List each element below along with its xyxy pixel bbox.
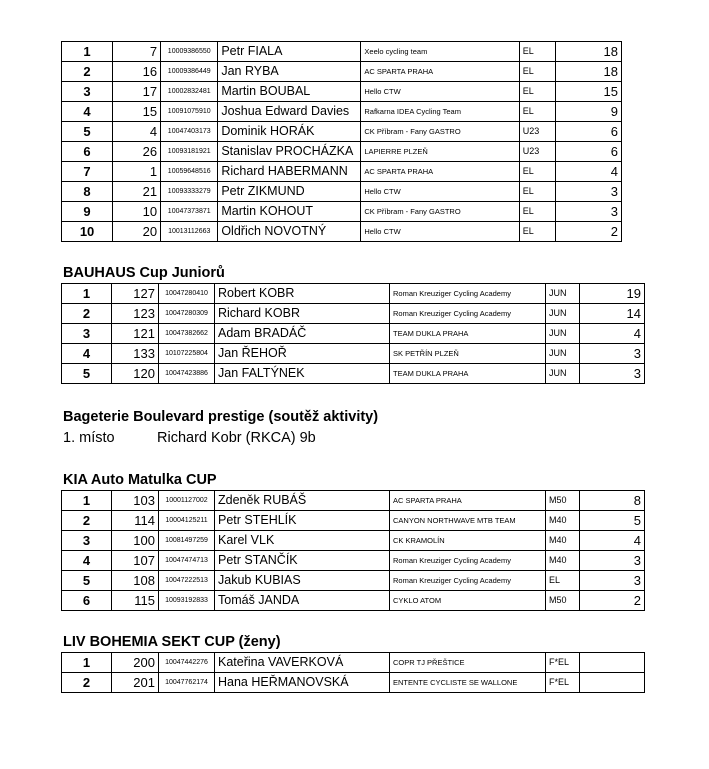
points-cell: 4: [580, 531, 645, 551]
team-name-cell: Roman Kreuziger Cycling Academy: [390, 571, 546, 591]
table-row: [62, 324, 645, 344]
rider-name-cell: Jan ŘEHOŘ: [215, 344, 390, 364]
category-cell: M40: [546, 511, 580, 531]
uci-id-cell: 10047442276: [159, 653, 215, 673]
table-row: [62, 673, 645, 693]
category-cell: EL: [519, 162, 555, 182]
uci-id-cell: 10009386550: [161, 42, 218, 62]
uci-id-cell: 10107225804: [159, 344, 215, 364]
rank-cell: 2: [62, 62, 113, 82]
points-cell: 8: [580, 491, 645, 511]
table-row: [62, 364, 645, 384]
table-row: [62, 344, 645, 364]
section-title-liv: LIV BOHEMIA SEKT CUP (ženy): [63, 634, 281, 650]
rank-cell: 6: [62, 142, 113, 162]
uci-id-cell: 10093181921: [161, 142, 218, 162]
uci-id-cell: 10047762174: [159, 673, 215, 693]
table-row: [62, 653, 645, 673]
category-cell: EL: [519, 222, 555, 242]
category-cell: EL: [519, 62, 555, 82]
table-row: [62, 531, 645, 551]
bib-number-cell: 4: [113, 122, 161, 142]
category-cell: F*EL: [546, 673, 580, 693]
points-cell: 5: [580, 511, 645, 531]
bib-number-cell: 21: [113, 182, 161, 202]
category-cell: EL: [519, 202, 555, 222]
uci-id-cell: 10047280309: [159, 304, 215, 324]
points-cell: 14: [580, 304, 645, 324]
bib-number-cell: 114: [112, 511, 159, 531]
rider-name-cell: Jan FALTÝNEK: [215, 364, 390, 384]
rank-cell: 8: [62, 182, 113, 202]
rider-name-cell: Adam BRADÁČ: [215, 324, 390, 344]
team-name-cell: CK KRAMOLÍN: [390, 531, 546, 551]
table-row: [62, 591, 645, 611]
rider-name-cell: Petr STEHLÍK: [215, 511, 390, 531]
rider-name-cell: Joshua Edward Davies: [218, 102, 361, 122]
rank-cell: 9: [62, 202, 113, 222]
bib-number-cell: 103: [112, 491, 159, 511]
results-table-bauhaus: [61, 283, 645, 384]
uci-id-cell: 10047280410: [159, 284, 215, 304]
table-row: [62, 304, 645, 324]
uci-id-cell: 10002832481: [161, 82, 218, 102]
bib-number-cell: 120: [112, 364, 159, 384]
team-name-cell: CYKLO ATOM: [390, 591, 546, 611]
rank-cell: 1: [62, 42, 113, 62]
points-cell: 9: [555, 102, 621, 122]
rider-name-cell: Dominik HORÁK: [218, 122, 361, 142]
points-cell: 19: [580, 284, 645, 304]
category-cell: EL: [519, 82, 555, 102]
team-name-cell: AC SPARTA PRAHA: [361, 162, 519, 182]
uci-id-cell: 10047373871: [161, 202, 218, 222]
points-cell: 4: [555, 162, 621, 182]
uci-id-cell: 10047423886: [159, 364, 215, 384]
rank-cell: 10: [62, 222, 113, 242]
team-name-cell: Rafkarna IDEA Cycling Team: [361, 102, 519, 122]
rider-name-cell: Zdeněk RUBÁŠ: [215, 491, 390, 511]
rider-name-cell: Petr ZIKMUND: [218, 182, 361, 202]
table-row: [62, 102, 622, 122]
rider-name-cell: Robert KOBR: [215, 284, 390, 304]
team-name-cell: CK Příbram - Fany GASTRO: [361, 122, 519, 142]
rider-name-cell: Jan RYBA: [218, 62, 361, 82]
rider-name-cell: Petr FIALA: [218, 42, 361, 62]
rank-cell: 6: [62, 591, 112, 611]
category-cell: M40: [546, 551, 580, 571]
team-name-cell: Roman Kreuziger Cycling Academy: [390, 304, 546, 324]
rank-cell: 3: [62, 531, 112, 551]
rank-cell: 3: [62, 82, 113, 102]
category-cell: F*EL: [546, 653, 580, 673]
prestige-place: 1. místo: [63, 430, 115, 446]
bib-number-cell: 20: [113, 222, 161, 242]
uci-id-cell: 10013112663: [161, 222, 218, 242]
bib-number-cell: 200: [112, 653, 159, 673]
category-cell: U23: [519, 122, 555, 142]
bib-number-cell: 121: [112, 324, 159, 344]
table-row: [62, 62, 622, 82]
rider-name-cell: Karel VLK: [215, 531, 390, 551]
results-table-main: [61, 41, 622, 242]
rank-cell: 4: [62, 551, 112, 571]
rider-name-cell: Jakub KUBIAS: [215, 571, 390, 591]
points-cell: 4: [580, 324, 645, 344]
team-name-cell: AC SPARTA PRAHA: [390, 491, 546, 511]
rider-name-cell: Hana HEŘMANOVSKÁ: [215, 673, 390, 693]
rank-cell: 7: [62, 162, 113, 182]
rank-cell: 5: [62, 122, 113, 142]
category-cell: EL: [546, 571, 580, 591]
team-name-cell: CANYON NORTHWAVE MTB TEAM: [390, 511, 546, 531]
category-cell: JUN: [546, 304, 580, 324]
points-cell: 3: [580, 571, 645, 591]
rank-cell: 2: [62, 304, 112, 324]
bib-number-cell: 7: [113, 42, 161, 62]
rider-name-cell: Kateřina VAVERKOVÁ: [215, 653, 390, 673]
rider-name-cell: Martin BOUBAL: [218, 82, 361, 102]
bib-number-cell: 26: [113, 142, 161, 162]
points-cell: 6: [555, 142, 621, 162]
team-name-cell: TEAM DUKLA PRAHA: [390, 364, 546, 384]
rank-cell: 4: [62, 344, 112, 364]
rank-cell: 1: [62, 491, 112, 511]
points-cell: 3: [580, 551, 645, 571]
uci-id-cell: 10047222513: [159, 571, 215, 591]
team-name-cell: Roman Kreuziger Cycling Academy: [390, 551, 546, 571]
team-name-cell: Hello CTW: [361, 82, 519, 102]
points-cell: 3: [580, 344, 645, 364]
rider-name-cell: Tomáš JANDA: [215, 591, 390, 611]
category-cell: JUN: [546, 344, 580, 364]
table-row: [62, 571, 645, 591]
rider-name-cell: Martin KOHOUT: [218, 202, 361, 222]
table-row: [62, 491, 645, 511]
category-cell: JUN: [546, 284, 580, 304]
bib-number-cell: 100: [112, 531, 159, 551]
bib-number-cell: 1: [113, 162, 161, 182]
results-table-kia: [61, 490, 645, 611]
category-cell: M50: [546, 591, 580, 611]
category-cell: EL: [519, 182, 555, 202]
points-cell: 2: [555, 222, 621, 242]
rider-name-cell: Oldřich NOVOTNÝ: [218, 222, 361, 242]
uci-id-cell: 10047382662: [159, 324, 215, 344]
uci-id-cell: 10009386449: [161, 62, 218, 82]
results-table-liv: [61, 652, 645, 693]
uci-id-cell: 10001127002: [159, 491, 215, 511]
table-row: [62, 551, 645, 571]
prestige-winner: Richard Kobr (RKCA) 9b: [157, 430, 316, 446]
points-cell: 6: [555, 122, 621, 142]
table-row: [62, 82, 622, 102]
points-cell: 3: [555, 182, 621, 202]
points-cell: 18: [555, 42, 621, 62]
rank-cell: 1: [62, 284, 112, 304]
uci-id-cell: 10004125211: [159, 511, 215, 531]
points-cell: 2: [580, 591, 645, 611]
team-name-cell: SK PETŘÍN PLZEŇ: [390, 344, 546, 364]
uci-id-cell: 10091075910: [161, 102, 218, 122]
points-cell: 18: [555, 62, 621, 82]
category-cell: JUN: [546, 324, 580, 344]
uci-id-cell: 10059648516: [161, 162, 218, 182]
category-cell: EL: [519, 102, 555, 122]
rider-name-cell: Stanislav PROCHÁZKA: [218, 142, 361, 162]
rank-cell: 4: [62, 102, 113, 122]
category-cell: JUN: [546, 364, 580, 384]
section-title-kia: KIA Auto Matulka CUP: [63, 472, 217, 488]
rank-cell: 5: [62, 364, 112, 384]
rank-cell: 2: [62, 673, 112, 693]
bib-number-cell: 201: [112, 673, 159, 693]
team-name-cell: AC SPARTA PRAHA: [361, 62, 519, 82]
rank-cell: 2: [62, 511, 112, 531]
points-cell: [580, 673, 645, 693]
bib-number-cell: 123: [112, 304, 159, 324]
uci-id-cell: 10081497259: [159, 531, 215, 551]
bib-number-cell: 115: [112, 591, 159, 611]
team-name-cell: CK Příbram - Fany GASTRO: [361, 202, 519, 222]
bib-number-cell: 133: [112, 344, 159, 364]
rank-cell: 5: [62, 571, 112, 591]
team-name-cell: Hello CTW: [361, 222, 519, 242]
points-cell: 3: [580, 364, 645, 384]
category-cell: U23: [519, 142, 555, 162]
table-row: [62, 284, 645, 304]
section-title-bauhaus: BAUHAUS Cup Juniorů: [63, 265, 225, 281]
table-row: [62, 162, 622, 182]
category-cell: M50: [546, 491, 580, 511]
table-row: [62, 122, 622, 142]
category-cell: M40: [546, 531, 580, 551]
rank-cell: 3: [62, 324, 112, 344]
table-row: [62, 222, 622, 242]
table-row: [62, 142, 622, 162]
prestige-title: Bageterie Boulevard prestige (soutěž aktivity): [63, 409, 379, 425]
bib-number-cell: 107: [112, 551, 159, 571]
bib-number-cell: 17: [113, 82, 161, 102]
uci-id-cell: 10047474713: [159, 551, 215, 571]
uci-id-cell: 10093333279: [161, 182, 218, 202]
bib-number-cell: 10: [113, 202, 161, 222]
table-row: [62, 42, 622, 62]
uci-id-cell: 10093192833: [159, 591, 215, 611]
table-row: [62, 182, 622, 202]
bib-number-cell: 127: [112, 284, 159, 304]
team-name-cell: COPR TJ PŘEŠTICE: [390, 653, 546, 673]
team-name-cell: Roman Kreuziger Cycling Academy: [390, 284, 546, 304]
points-cell: 15: [555, 82, 621, 102]
rank-cell: 1: [62, 653, 112, 673]
team-name-cell: Hello CTW: [361, 182, 519, 202]
bib-number-cell: 15: [113, 102, 161, 122]
team-name-cell: TEAM DUKLA PRAHA: [390, 324, 546, 344]
team-name-cell: LAPIERRE PLZEŇ: [361, 142, 519, 162]
category-cell: EL: [519, 42, 555, 62]
team-name-cell: Xeelo cycling team: [361, 42, 519, 62]
rider-name-cell: Richard HABERMANN: [218, 162, 361, 182]
table-row: [62, 202, 622, 222]
bib-number-cell: 16: [113, 62, 161, 82]
rider-name-cell: Richard KOBR: [215, 304, 390, 324]
points-cell: [580, 653, 645, 673]
bib-number-cell: 108: [112, 571, 159, 591]
uci-id-cell: 10047403173: [161, 122, 218, 142]
points-cell: 3: [555, 202, 621, 222]
table-row: [62, 511, 645, 531]
team-name-cell: ENTENTE CYCLISTE SE WALLONE: [390, 673, 546, 693]
rider-name-cell: Petr STANČÍK: [215, 551, 390, 571]
